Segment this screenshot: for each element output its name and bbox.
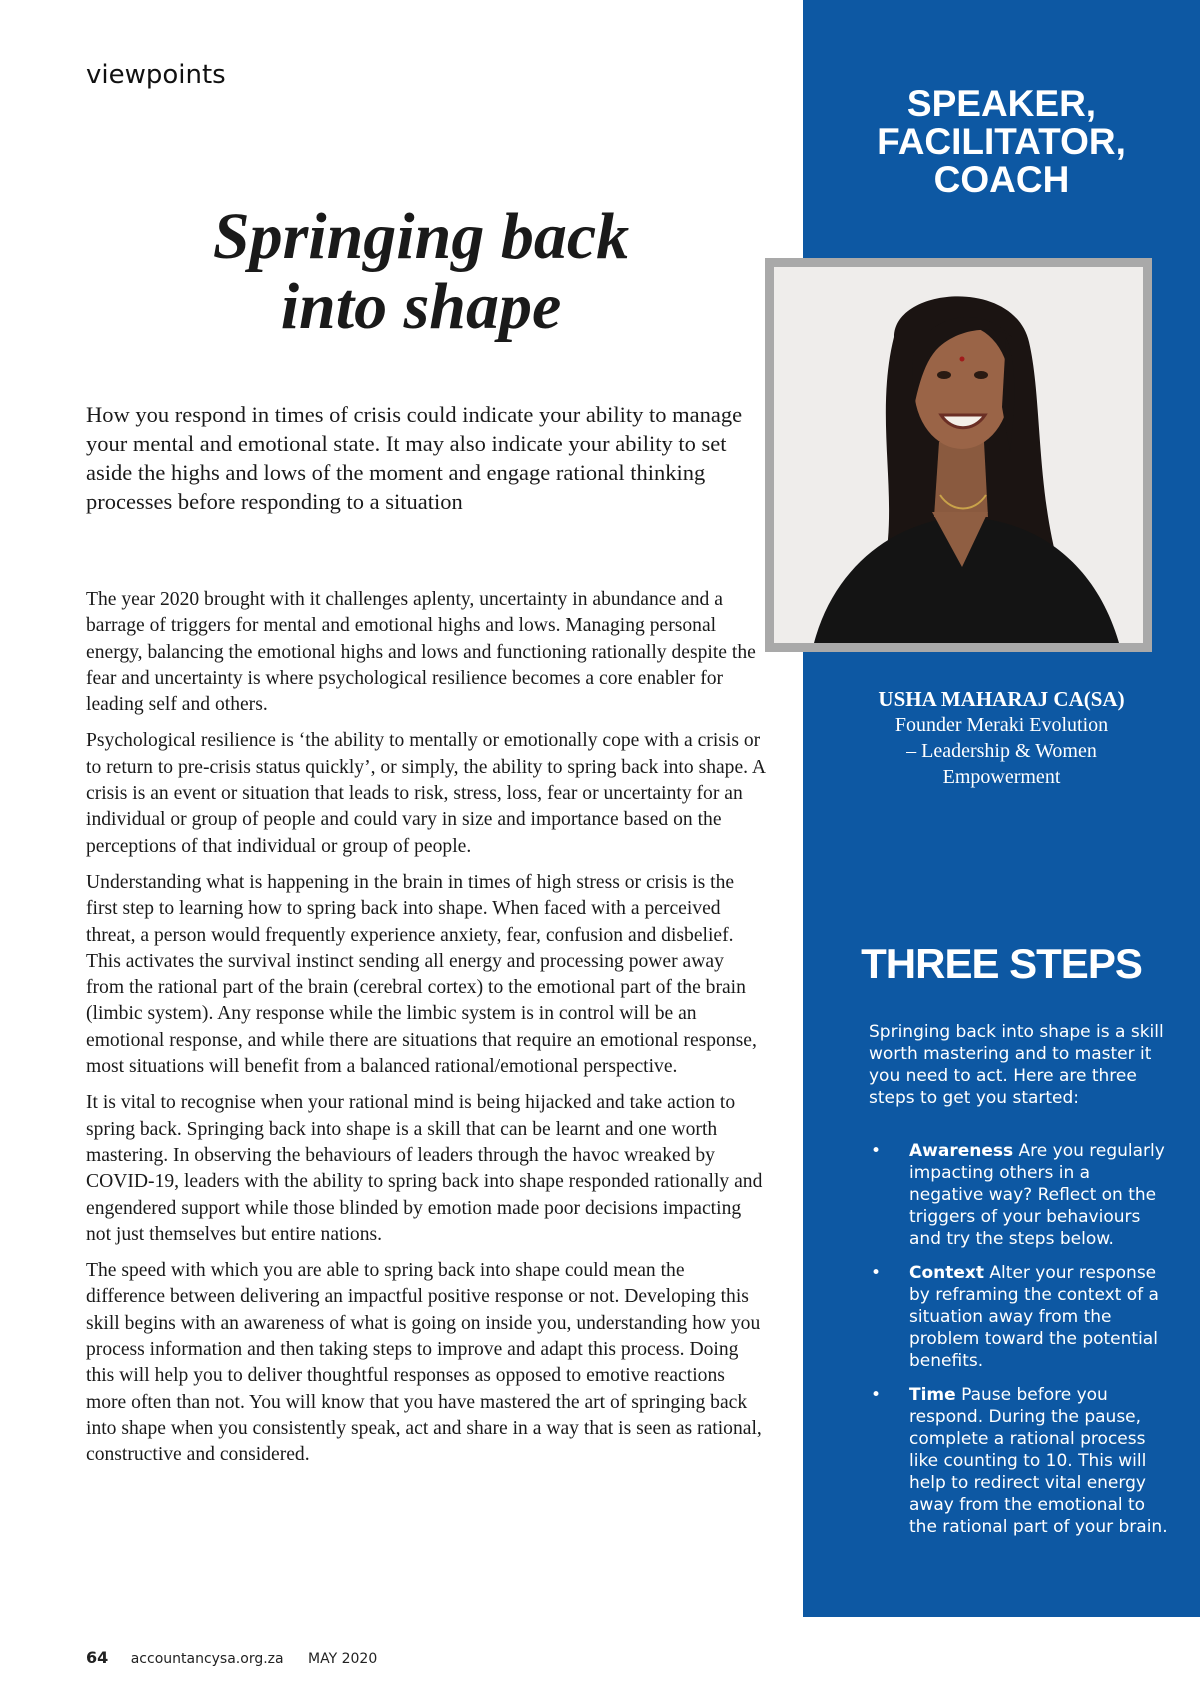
sidebar-heading-line: SPEAKER, [906, 83, 1097, 124]
article-title [86, 202, 756, 342]
body-paragraph: The year 2020 brought with it challenges aplenty, uncertainty in abundance and a barrage of triggers for mental and emotional highs and lows. Managing personal energy, balancing the emotional highs and lows and functioning rationally despite the fear and uncertainty is where psychological resilience becomes a core enabler for leading self and others. [86, 589, 756, 716]
sidebar-panel [803, 0, 1200, 1617]
footer-website: accountancysa.org.za [130, 1651, 284, 1667]
step-text: Alter your response by reframing the context of a situation away from the problem toward the potential benefits. [909, 1263, 1159, 1371]
steps-heading: THREE STEPS [861, 940, 1142, 987]
section-label: viewpoints [86, 60, 226, 90]
step-item [869, 1262, 1169, 1372]
page-footer [86, 1648, 377, 1667]
body-paragraph: The speed with which you are able to spring back into shape could mean the difference between delivering an impactful positive response or not. Developing this skill begins with an awareness of what is going on inside you, understanding how you process information and then taking steps to improve and adapt this process. Doing this will help you to deliver thoughtful responses as opposed to emotive reactions more often than not. You will know that you have mastered the art of springing back into shape when you consistently speak, act and share in a way that is seen as rational, constructive and considered. [86, 1260, 762, 1466]
step-text: Pause before you respond. During the pause, complete a rational process like counting to 10. This will help to redirect vital energy away from the emotional to the rational part of your brain. [909, 1385, 1168, 1537]
title-line-1: Springing back [212, 200, 630, 273]
article-body [86, 587, 766, 1479]
step-term: Awareness [909, 1141, 1014, 1161]
step-item [869, 1384, 1169, 1538]
portrait-illustration [774, 267, 1143, 643]
body-paragraph: Psychological resilience is ‘the ability to mentally or emotionally cope with a crisis or to return to pre-crisis status quickly’, or simply, the ability to spring back into shape. A crisis is an event or situation that leads to risk, stress, loss, fear or uncertainty for an individual or group of people and could vary in size and importance based on the perceptions of that individual or group of people. [86, 730, 765, 857]
sidebar-heading-line: COACH [933, 159, 1070, 200]
sidebar-heading-line: FACILITATOR, [877, 121, 1126, 162]
author-photo [774, 267, 1143, 643]
bullet-icon: • [871, 1141, 882, 1161]
author-byline [803, 686, 1200, 790]
bullet-icon: • [871, 1263, 882, 1283]
body-paragraph: Understanding what is happening in the brain in times of high stress or crisis is the first step to learning how to spring back into shape. When faced with a perceived threat, a person would frequently experience anxiety, fear, confusion and disbelief. This activates the survival instinct sending all energy and processing power away from the rational part of the brain (cerebral cortex) to the emotional part of the brain (limbic system). Any response while the limbic system is in control will be an emotional response, and while there are situations that require an emotional response, most situations will benefit from a balanced rational/emotional perspective. [86, 871, 757, 1078]
article-standfirst: How you respond in times of crisis could indicate your ability to manage your mental and emotional state. It may also indicate your ability to set aside the highs and lows of the moment and engage rational thinking processes before responding to a situation [86, 402, 743, 514]
author-photo-frame [765, 258, 1152, 652]
body-paragraph: It is vital to recognise when your rational mind is being hijacked and take action to spring back. Springing back into shape is a skill that can be learnt and one worth mastering. In observing the behaviours of leaders through the havoc wreaked by COVID-19, leaders with the ability to spring back into shape responded rationally and engendered support while those blinded by emotion made poor decisions impacting not just themselves but entire nations. [86, 1092, 763, 1245]
author-role-line: Empowerment [942, 766, 1061, 788]
bullet-icon: • [871, 1385, 882, 1405]
author-role-line: – Leadership & Women [906, 740, 1097, 762]
step-item [869, 1140, 1169, 1250]
step-term: Context [909, 1263, 985, 1283]
author-role-line: Founder Meraki Evolution [894, 714, 1109, 736]
step-text: Are you regularly impacting others in a negative way? Reflect on the triggers of your behaviours and try the steps below. [909, 1141, 1165, 1249]
steps-list [869, 1140, 1169, 1550]
title-line-2: into shape [280, 270, 562, 343]
page-number: 64 [86, 1648, 109, 1667]
author-name: USHA MAHARAJ CA(SA) [878, 687, 1125, 711]
step-term: Time [909, 1385, 956, 1405]
steps-intro: Springing back into shape is a skill worth mastering and to master it you need to act. Here are three steps to get you started: [869, 1022, 1164, 1108]
footer-issue: MAY 2020 [308, 1651, 378, 1667]
sidebar-heading [803, 85, 1200, 199]
